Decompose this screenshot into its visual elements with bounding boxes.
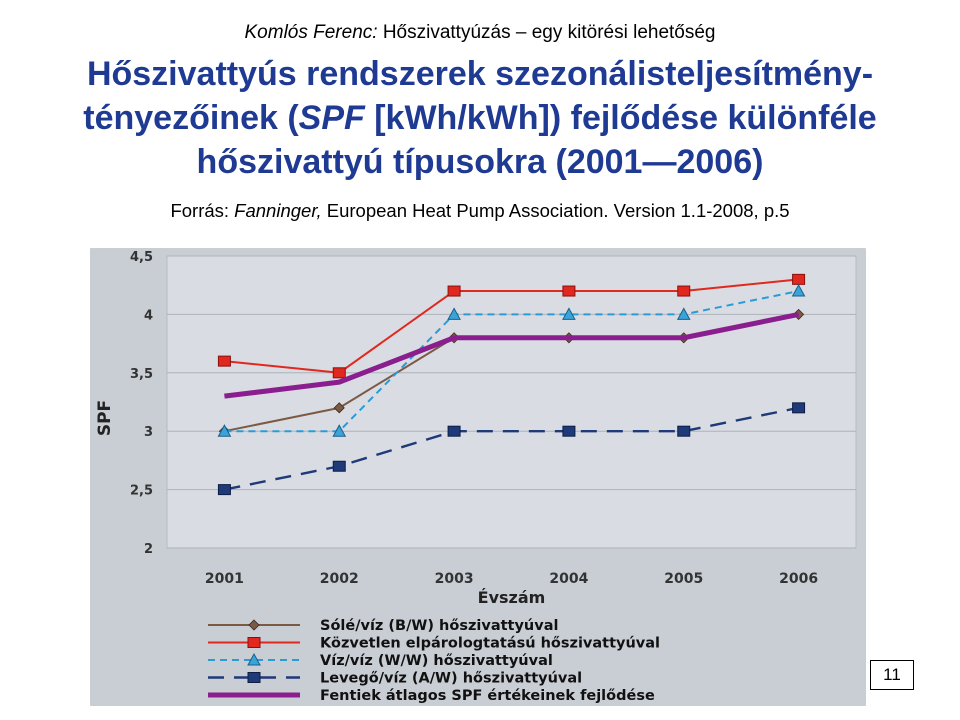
y-tick-label: 4,5 bbox=[129, 250, 153, 265]
y-tick-label: 4 bbox=[143, 308, 153, 324]
series-4-point bbox=[333, 461, 345, 471]
slide-title-line-1: Hőszivattyús rendszerek szezonálisteljesítmény- bbox=[86, 55, 874, 93]
title-line-2-pre: tényezőinek ( bbox=[83, 99, 299, 137]
y-axis-label: SPF bbox=[95, 399, 115, 437]
legend-label-4: Levegő/víz (A/W) hőszivattyúval bbox=[320, 670, 583, 687]
subtitle-text: Hőszivattyúzás – egy kitörési lehetőség bbox=[382, 22, 716, 43]
slide-number: 11 bbox=[870, 660, 914, 690]
legend-marker-4 bbox=[248, 673, 260, 683]
series-4-point bbox=[793, 403, 805, 413]
series-2-point bbox=[678, 286, 690, 296]
legend-label-5: Fentiek átlagos SPF értékeinek fejlődése bbox=[320, 688, 655, 704]
y-tick-label: 3,5 bbox=[129, 366, 153, 382]
title-line-2-post: [kWh/kWh]) fejlődése különféle bbox=[364, 99, 877, 137]
series-4-point bbox=[563, 426, 575, 436]
title-spf: SPF bbox=[298, 99, 365, 137]
x-tick-label: 2001 bbox=[204, 571, 244, 587]
series-2-point bbox=[448, 286, 460, 296]
source-rest: European Heat Pump Association. Version 1.1-2008, p.5 bbox=[321, 200, 790, 221]
x-tick-label: 2005 bbox=[664, 571, 704, 587]
series-2-point bbox=[793, 274, 805, 284]
series-4-point bbox=[678, 426, 690, 436]
series-4-point bbox=[218, 485, 230, 495]
series-2-point bbox=[333, 368, 345, 378]
source-author: Fanninger, bbox=[234, 200, 322, 221]
y-tick-label: 2 bbox=[143, 542, 153, 557]
series-4-point bbox=[448, 426, 460, 436]
spf-line-chart bbox=[90, 248, 866, 706]
x-tick-label: 2004 bbox=[549, 571, 589, 587]
legend-label-1: Sólé/víz (B/W) hőszivattyúval bbox=[320, 618, 559, 634]
source-prefix: Forrás: bbox=[170, 200, 235, 221]
x-tick-label: 2002 bbox=[319, 571, 359, 587]
legend-label-2: Közvetlen elpárologtatású hőszivattyúval bbox=[320, 635, 661, 652]
legend-marker-2 bbox=[248, 638, 260, 648]
author-name: Komlós Ferenc: bbox=[244, 22, 378, 43]
x-tick-label: 2006 bbox=[779, 571, 819, 587]
series-2-point bbox=[218, 356, 230, 366]
y-tick-label: 2,5 bbox=[129, 483, 153, 499]
legend-marker-1 bbox=[249, 620, 259, 630]
x-axis-label: Évszám bbox=[477, 588, 546, 607]
y-tick-label: 3 bbox=[143, 425, 153, 441]
slide-subtitle bbox=[0, 22, 960, 44]
chart-frame bbox=[90, 248, 866, 706]
source-citation bbox=[0, 200, 960, 222]
series-2-point bbox=[563, 286, 575, 296]
slide-title-line-2 bbox=[0, 98, 960, 138]
legend-label-3: Víz/víz (W/W) hőszivattyúval bbox=[320, 653, 553, 669]
slide-title-line-3: hőszivattyú típusokra (2001―2006) bbox=[196, 143, 764, 181]
x-tick-label: 2003 bbox=[434, 571, 474, 587]
